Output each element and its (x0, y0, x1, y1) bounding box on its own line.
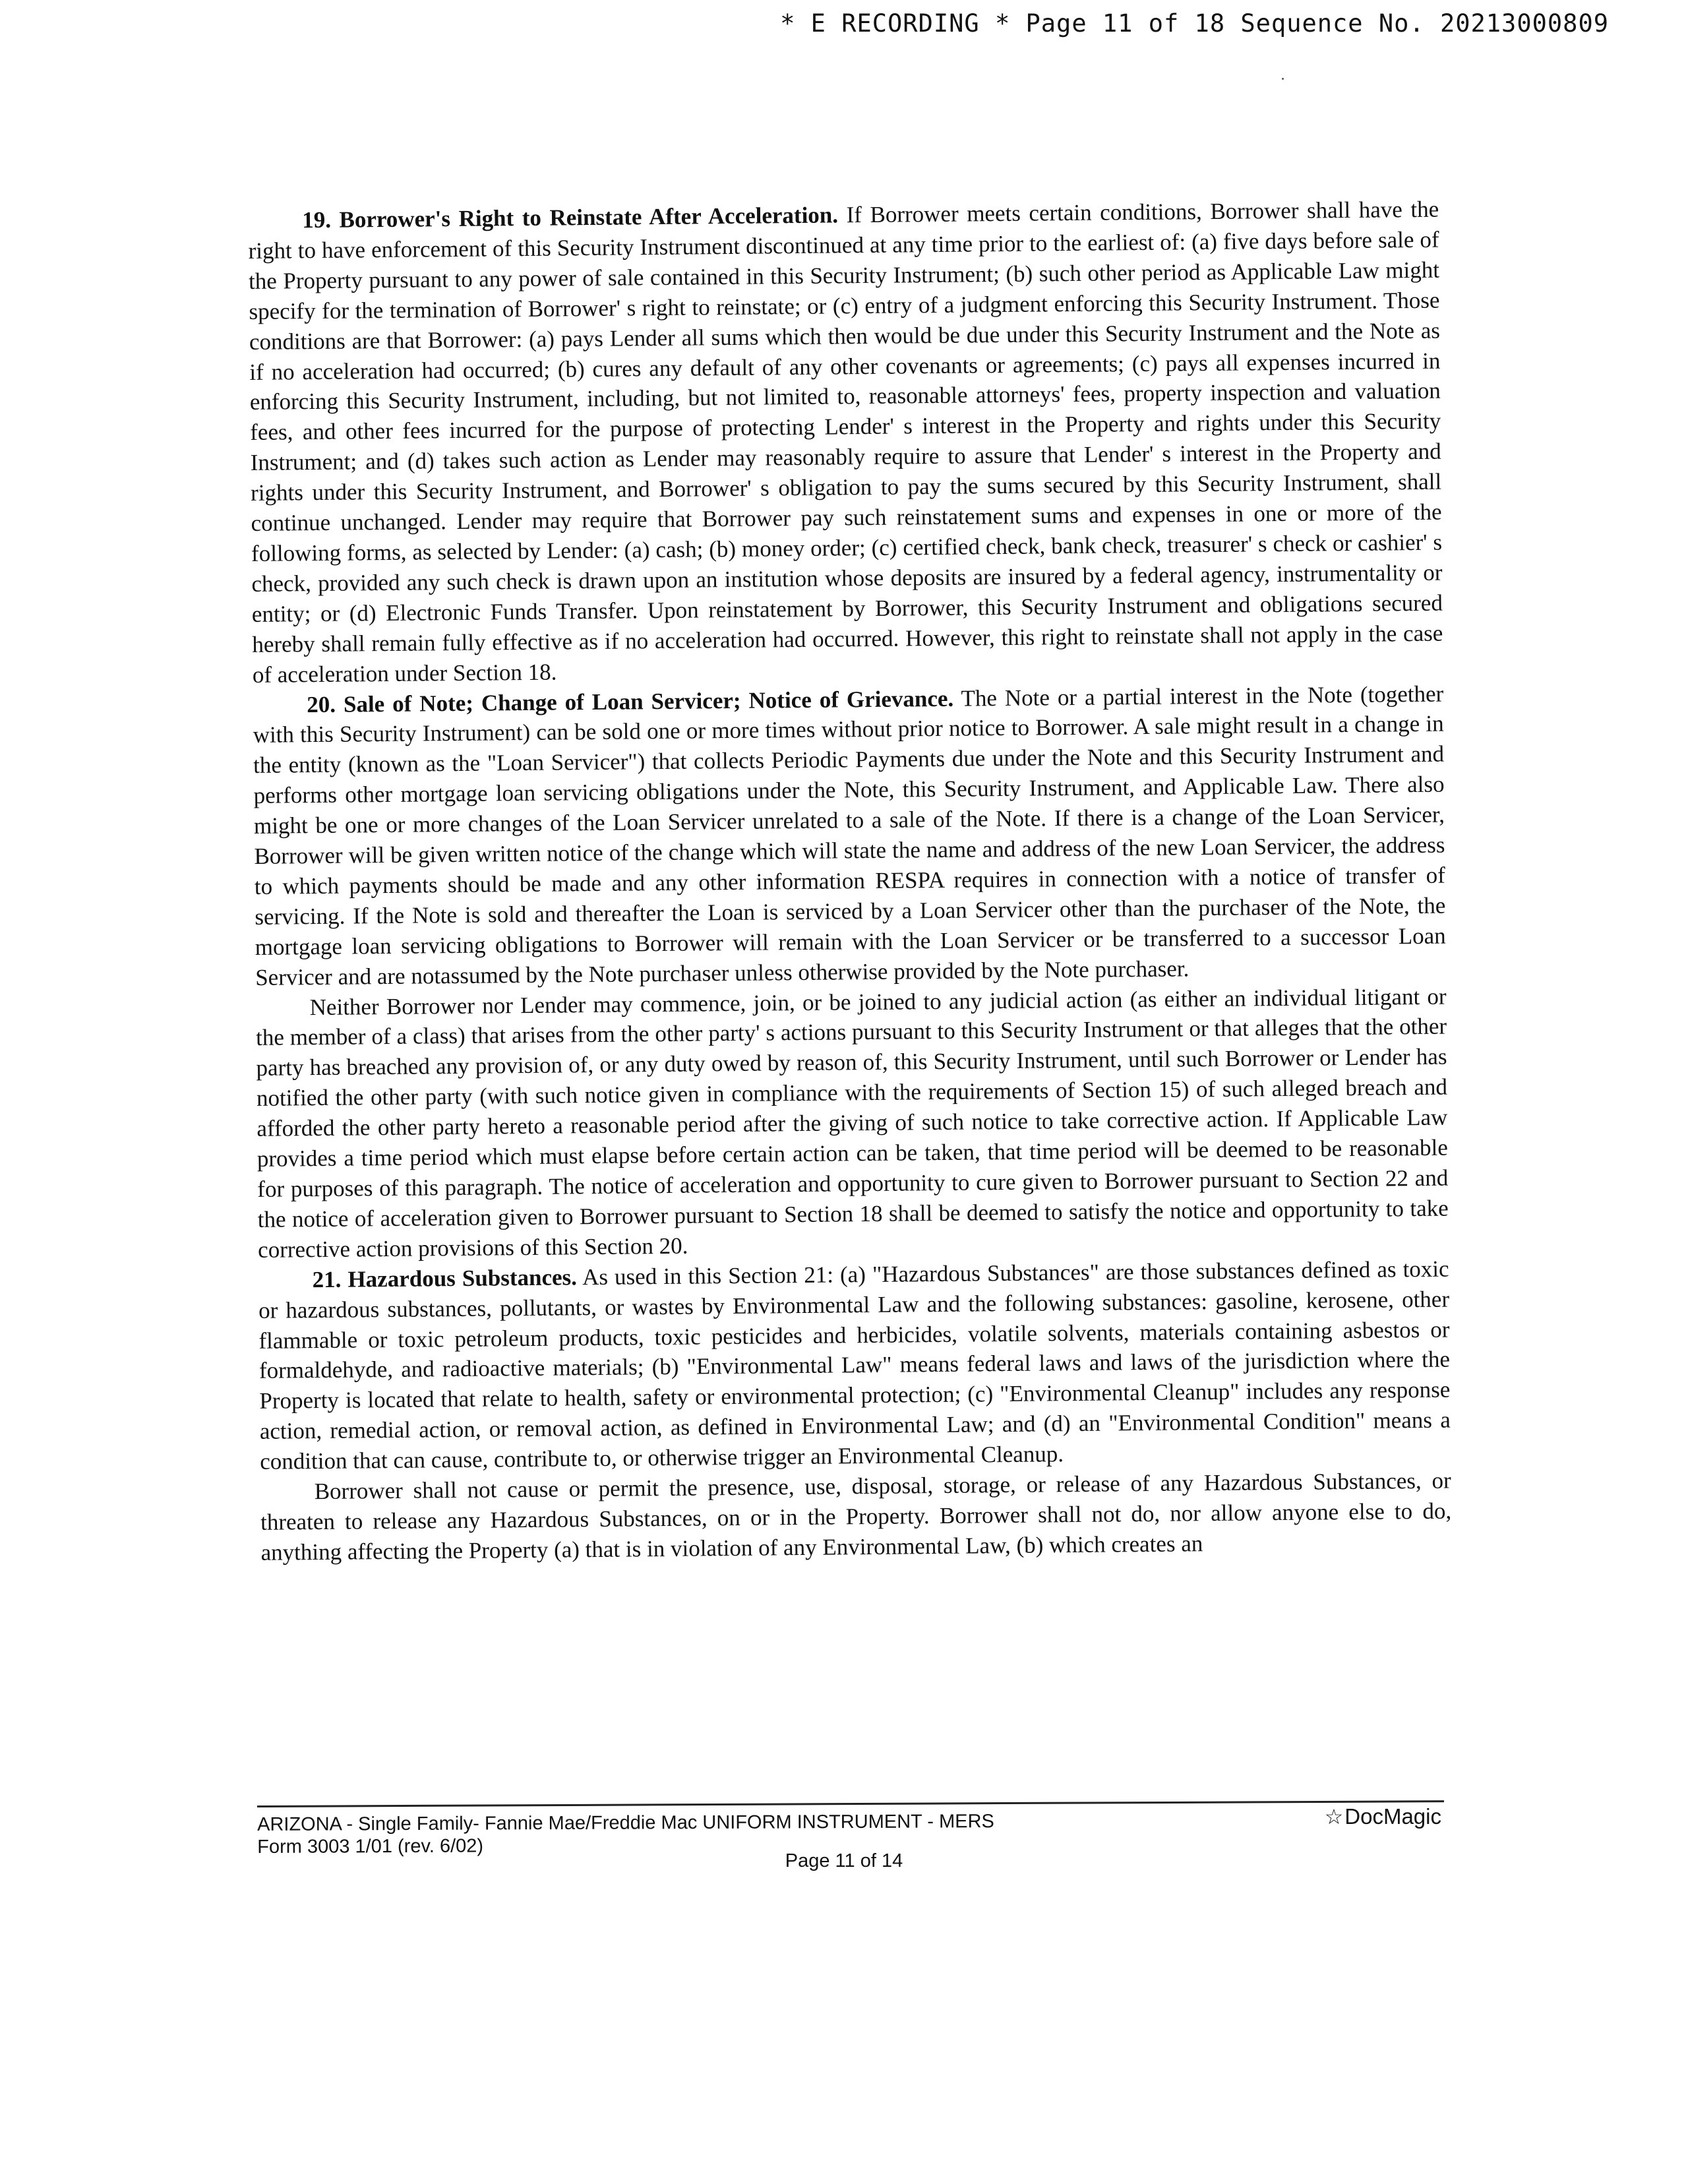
section-20-text: The Note or a partial interest in the Note (together with this Security Instrument) can be sold one or more times without prior notice to Borrower. A sale might result in a change in the entity (known as the "Loan Servicer") that collects Periodic Payments due under the Note and this Security Instrument and performs other mortgage loan servicing obligations under the Note, this Security Instrument, and Applicable Law. There also might be one or more changes of the Loan Servicer unrelated to a sale of the Note. If there is a change of the Loan Servicer, Borrower will be given written notice of the change which will state the name and address of the new Loan Servicer, the address to which payments should be made and any other information RESPA requires in connection with a notice of transfer of servicing. If the Note is sold and thereafter the Loan is serviced by a Loan Servicer other than the purchaser of the Note, the mortgage loan servicing obligations to Borrower will remain with the Loan Servicer or be transferred to a successor Loan Servicer and are notassumed by the Note purchaser unless otherwise provided by the Note purchaser. (253, 681, 1446, 990)
footer-brand-name: DocMagic (1344, 1804, 1441, 1829)
section-20-heading: 20. Sale of Note; Change of Loan Servicer; Notice of Grievance. (307, 685, 954, 717)
section-19-text: If Borrower meets certain conditions, Borrower shall have the right to have enforcement of this Security Instrument discontinued at any time prior to the earliest of: (a) five days before sale of the Property pursuant to any power of sale contained in this Security Instrument; (b) such other period as Applicable Law might specify for the termination of Borrower' s right to reinstate; or (c) entry of a judgment enforcing this Security Instrument. Those conditions are that Borrower: (a) pays Lender all sums which then would be due under this Security Instrument and the Note as if no acceleration had occurred; (b) cures any default of any other covenants or agreements; (c) pays all expenses incurred in enforcing this Security Instrument, including, but not limited to, reasonable attorneys' fees, property inspection and valuation fees, and other fees incurred for the purpose of protecting Lender' s interest in the Property and rights under this Security Instrument; and (d) takes such action as Lender may reasonably require to assure that Lender' s interest in the Property and rights under this Security Instrument, and Borrower' s obligation to pay the sums secured by this Security Instrument, shall continue unchanged. Lender may require that Borrower pay such reinstatement sums and expenses in one or more of the following forms, as selected by Lender: (a) cash; (b) money order; (c) certified check, bank check, treasurer' s check or cashier' s check, provided any such check is drawn upon an institution whose deposits are insured by a federal agency, instrumentality or entity; or (d) Electronic Funds Transfer. Upon reinstatement by Borrower, this Security Instrument and obligations secured hereby shall remain fully effective as if no acceleration had occurred. However, this right to reinstate shall not apply in the case of acceleration under Section 18. (248, 196, 1443, 688)
section-21-paragraph-2: Borrower shall not cause or permit the presence, use, disposal, storage, or release of any Hazardous Substances, or threaten to release any Hazardous Substances, on or in the Property. Borrower shall not do, nor allow anyone else to do, anything affecting the Property (a) that is in violation of any Environmental Law, (b) which creates an (260, 1467, 1452, 1565)
footer-form-line-2: Form 3003 1/01 (rev. 6/02) (257, 1835, 484, 1858)
section-21 (258, 1254, 1451, 1477)
recording-header: * E RECORDING * Page 11 of 18 Sequence No. 20213000809 (780, 9, 1609, 38)
star-icon: ☆ (1324, 1805, 1344, 1829)
document-body (248, 195, 1452, 1568)
section-21-text: As used in this Section 21: (a) "Hazardous Substances" are those substances defined as toxic or hazardous substances, pollutants, or wastes by Environmental Law and the following substances: gasoline, kerosene, other flammable or toxic petroleum products, toxic pesticides and herbicides, volatile solvents, materials containing asbestos or formaldehyde, and radioactive materials; (b) "Environmental Law" means federal laws and laws of the jurisdiction where the Property is located that relate to health, safety or environmental protection; (c) "Environmental Cleanup" includes any response action, remedial action, or removal action, as defined in Environmental Law; and (d) an "Environmental Condition" means a condition that can cause, contribute to, or otherwise trigger an Environmental Cleanup. (258, 1256, 1451, 1475)
scan-speck (1282, 78, 1284, 80)
footer-divider (257, 1800, 1444, 1807)
section-21-heading: 21. Hazardous Substances. (312, 1264, 578, 1292)
footer-brand (1325, 1804, 1441, 1829)
section-20-paragraph-2: Neither Borrower nor Lender may commence, join, or be joined to any judicial action (as either an individual litigant or the member of a class) that arises from the other party' s actions pursuant to this Security Instrument or that alleges that the other party has breached any provision of, or any duty owed by reason of, this Security Instrument, until such Borrower or Lender has notified the other party (with such notice given in compliance with the requirements of Section 15) of such alleged breach and afforded the other party hereto a reasonable period after the giving of such notice to take corrective action. If Applicable Law provides a time period which must elapse before certain action can be taken, that time period will be deemed to be reasonable for purposes of this paragraph. The notice of acceleration and opportunity to cure given to Borrower pursuant to Section 22 and the notice of acceleration given to Borrower pursuant to Section 18 shall be deemed to satisfy the notice and opportunity to take corrective action provisions of this Section 20. (255, 983, 1449, 1263)
section-19-heading: 19. Borrower's Right to Reinstate After Acceleration. (302, 202, 839, 233)
footer-page-number: Page 11 of 14 (785, 1850, 903, 1871)
section-19 (248, 195, 1443, 690)
footer-form-line-1: ARIZONA - Single Family- Fannie Mae/Freddie Mac UNIFORM INSTRUMENT - MERS (257, 1811, 994, 1835)
section-20 (253, 679, 1446, 992)
